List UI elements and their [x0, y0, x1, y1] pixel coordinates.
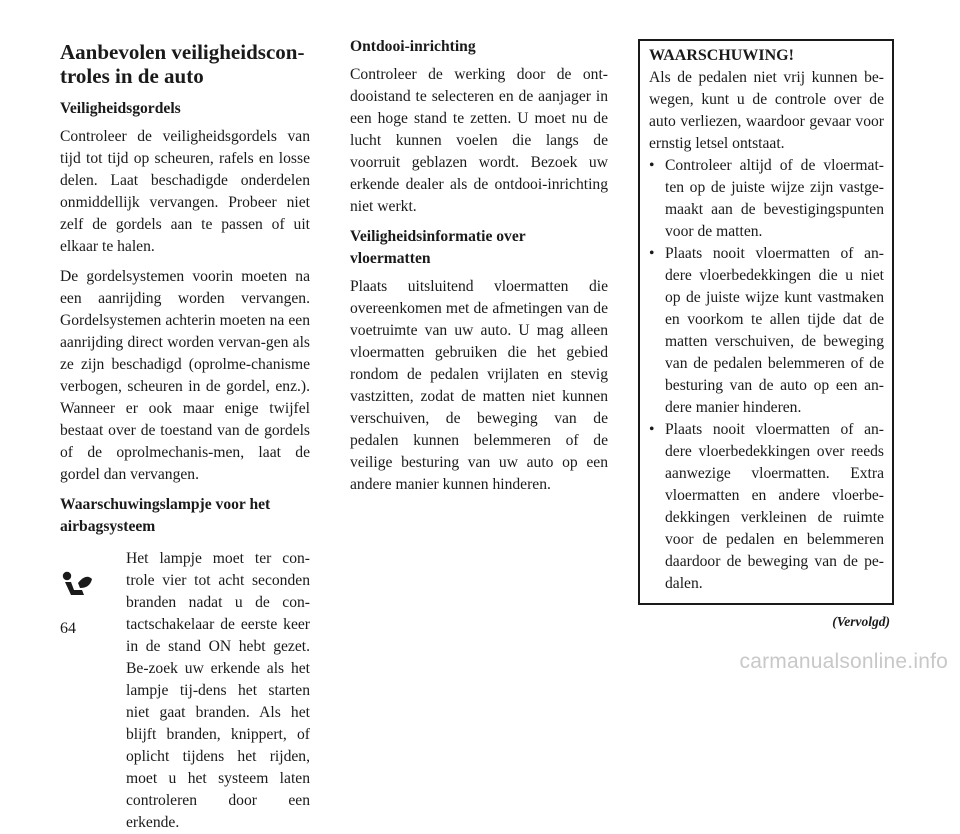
- defrost-heading: Ontdooi-inrichting: [350, 38, 476, 55]
- seatbelts-paragraph-2: De gordelsystemen voorin moeten na een aanrijding worden vervangen. Gordelsystemen achterin moeten na een aanrijding direct worden vervan-gen als ze zijn beschadigd (oprolme-chanisme verbogen, scheuren in de gordel, enz.). Wanneer er ook maar enige twijfel bestaat over de toestand van de gordels of de oprolmechanis-men, laat de gordel dan vervangen.: [60, 268, 310, 483]
- warning-bullet: • Plaats nooit vloermatten of an-dere vloerbedekkingen die u niet op de juiste wijze kunt vastmaken en voorkom te allen tijde dat de matten verschuiven, de beweging van de pedalen belemmeren of de besturing van de auto op een an-dere manier hinderen.: [649, 243, 884, 419]
- page-number: 64: [60, 620, 76, 637]
- airbag-heading: Waarschuwingslampje voor het airbagsysteem: [60, 496, 271, 535]
- warning-intro: Als de pedalen niet vrij kunnen be-wegen, kunt u de controle over de auto verliezen, waardoor gevaar voor ernstig letsel ontstaat.: [649, 69, 884, 152]
- column-middle: [350, 36, 608, 504]
- warning-list: [649, 155, 884, 595]
- warning-bullet: • Plaats nooit vloermatten of an-dere vloerbedekkingen over reeds aanwezige vloermatten. Extra vloermatten en andere vloerbe-dekkingen verkleinen de ruimte voor de pedalen en belemmeren daardoor de beweging van de pe-dalen.: [649, 419, 884, 595]
- seatbelts-heading: Veiligheidsgordels: [60, 100, 181, 117]
- column-right: [638, 36, 894, 633]
- section-title: Aanbevolen veiligheidscon-troles in de auto: [60, 40, 305, 88]
- defrost-paragraph: Controleer de werking door de ont-dooistand te selecteren en de aanjager in een hoge stand te zetten. U moet nu de lucht kunnen voelen die langs de voorruit geblazen wordt. Bezoek uw erkende dealer als de ontdooi-inrichting niet werkt.: [350, 66, 608, 215]
- continued-note: (Vervolgd): [832, 614, 890, 629]
- floormats-paragraph: Plaats uitsluitend vloermatten die overeenkomen met de afmetingen van de voetruimte van uw auto. U mag alleen vloermatten gebruiken die het gebied rondom de pedalen vrijlaten en stevig vastzitten, zodat de matten niet kunnen verschuiven, de beweging van de pedalen kunnen belemmeren of de veilige besturing van uw auto op een andere manier kunnen hinderen.: [350, 278, 608, 493]
- seatbelts-paragraph-1: Controleer de veiligheidsgordels van tijd tot tijd op scheuren, rafels en losse delen. Laat beschadigde onderdelen onmiddellijk vervangen. Probeer niet zelf de gordels aan te passen of uit elkaar te halen.: [60, 128, 310, 255]
- warning-title: WAARSCHUWING!: [649, 47, 794, 64]
- warning-box: [638, 39, 894, 605]
- warning-bullet: • Controleer altijd of de vloermat-ten op de juiste wijze zijn vastge-maakt aan de bevestigingspunten voor de matten.: [649, 155, 884, 243]
- watermark: carmanualsonline.info: [739, 650, 948, 673]
- airbag-block: [60, 548, 310, 834]
- floormats-heading: Veiligheidsinformatie over vloermatten: [350, 228, 526, 267]
- airbag-paragraph: Het lampje moet ter con-trole vier tot acht seconden branden nadat u de con-tactschakelaar de eerste keer in de stand ON hebt gezet. Be-zoek uw erkende als het lampje tij-dens het starten niet gaat branden. Als het blijft branden, knippert, of oplicht tijdens het rijden, moet u het systeem laten controleren door een erkende.: [126, 550, 310, 831]
- airbag-warning-icon: [60, 570, 94, 600]
- column-left: [60, 36, 310, 834]
